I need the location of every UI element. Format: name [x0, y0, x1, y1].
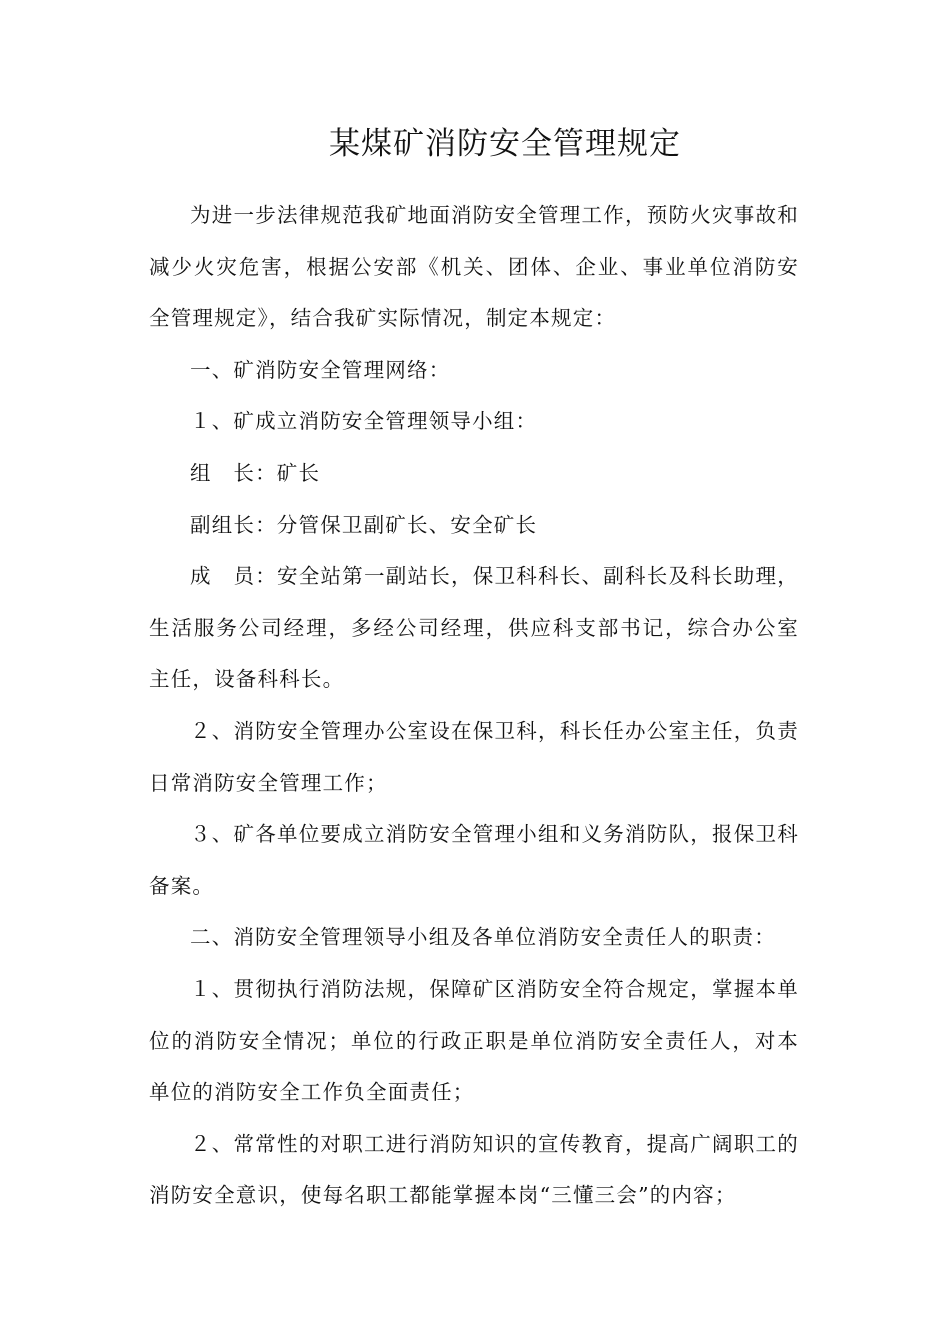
- paragraph-1-1: １、矿成立消防安全管理领导小组：: [190, 409, 538, 434]
- paragraph-intro: 为进一步法律规范我矿地面消防安全管理工作，预防火灾事故和减少火灾危害，根据公安部《机关、团体、企业、事业单位消防安全管理规定》，结合我矿实际情况，制定本规定：: [149, 203, 799, 331]
- document-body: [149, 190, 799, 1222]
- document-title: 某煤矿消防安全管理规定: [329, 126, 681, 162]
- section-heading-2: 二、消防安全管理领导小组及各单位消防安全责任人的职责：: [190, 925, 776, 950]
- paragraph-deputy-leader: 副组长：分管保卫副矿长、安全矿长: [190, 512, 538, 537]
- paragraph-2-1: １、贯彻执行消防法规，保障矿区消防安全符合规定，掌握本单位的消防安全情况；单位的行政正职是单位消防安全责任人，对本单位的消防安全工作负全面责任；: [149, 976, 799, 1105]
- paragraph-2-2: ２、常常性的对职工进行消防知识的宣传教育，提高广阔职工的消防安全意识，使每名职工都能掌握本岗“三懂三会”的内容；: [149, 1131, 799, 1208]
- paragraph-1-2: ２、消防安全管理办公室设在保卫科，科长任办公室主任，负责日常消防安全管理工作；: [149, 718, 799, 795]
- paragraph-leader: 组 长：矿长: [190, 460, 321, 485]
- paragraph-1-3: ３、矿各单位要成立消防安全管理小组和义务消防队，报保卫科备案。: [149, 822, 799, 898]
- paragraph-members: 成 员：安全站第一副站长，保卫科科长、副科长及科长助理，生活服务公司经理，多经公司经理，供应科支部书记，综合办公室主任，设备科科长。: [149, 564, 799, 692]
- section-heading-1: 一、矿消防安全管理网络：: [190, 357, 451, 382]
